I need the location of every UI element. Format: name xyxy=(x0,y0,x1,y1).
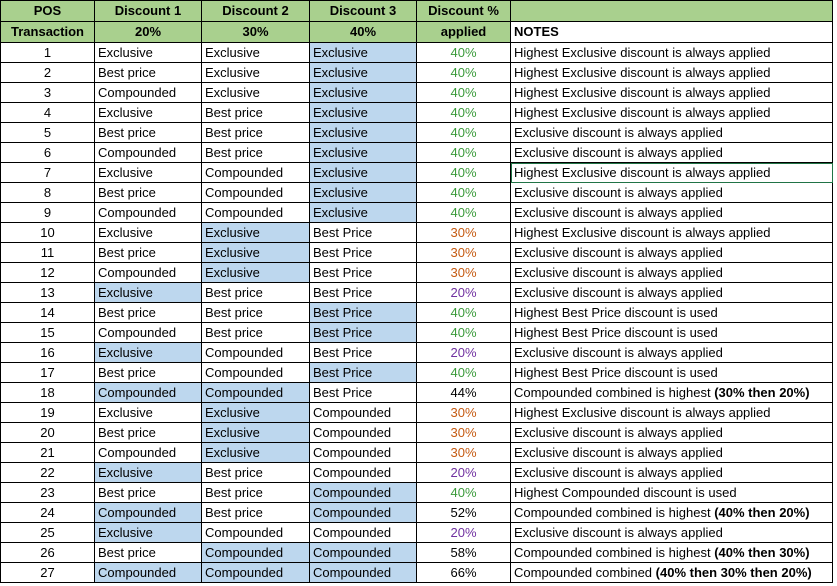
cell-discount-1[interactable]: Exclusive xyxy=(95,403,202,423)
note-text: Highest Exclusive discount is always applied xyxy=(514,405,771,420)
table-row xyxy=(1,563,833,583)
note-text: Exclusive discount is always applied xyxy=(514,465,723,480)
header-pos[interactable]: POS xyxy=(1,1,95,22)
cell-discount-2[interactable]: Best price xyxy=(202,143,310,163)
note-bold-text: (40% then 30% then 20%) xyxy=(655,565,812,580)
table-row xyxy=(1,343,833,363)
cell-discount-2[interactable]: Best price xyxy=(202,103,310,123)
table-row xyxy=(1,523,833,543)
cell-discount-3[interactable]: Compounded xyxy=(310,423,417,443)
cell-discount-1[interactable]: Best price xyxy=(95,543,202,563)
cell-note[interactable] xyxy=(511,283,833,303)
cell-discount-2[interactable]: Best price xyxy=(202,483,310,503)
cell-discount-2[interactable]: Compounded xyxy=(202,363,310,383)
cell-discount-3[interactable]: Exclusive xyxy=(310,123,417,143)
table-row xyxy=(1,323,833,343)
cell-discount-3[interactable]: Best Price xyxy=(310,303,417,323)
cell-discount-3[interactable]: Best Price xyxy=(310,243,417,263)
note-text: Highest Exclusive discount is always applied xyxy=(514,165,771,180)
cell-note[interactable] xyxy=(511,83,833,103)
cell-note[interactable] xyxy=(511,163,833,183)
cell-note[interactable] xyxy=(511,463,833,483)
cell-discount-pct[interactable]: 20% xyxy=(417,463,511,483)
cell-discount-pct[interactable]: 52% xyxy=(417,503,511,523)
cell-pos[interactable]: 8 xyxy=(1,183,95,203)
cell-note[interactable] xyxy=(511,263,833,283)
cell-discount-pct[interactable]: 40% xyxy=(417,303,511,323)
cell-discount-1[interactable]: Exclusive xyxy=(95,43,202,63)
cell-discount-pct[interactable]: 40% xyxy=(417,483,511,503)
cell-discount-1[interactable]: Compounded xyxy=(95,143,202,163)
note-text: Exclusive discount is always applied xyxy=(514,425,723,440)
cell-discount-3[interactable]: Compounded xyxy=(310,443,417,463)
cell-discount-1[interactable]: Compounded xyxy=(95,263,202,283)
note-text: Exclusive discount is always applied xyxy=(514,445,723,460)
cell-discount-1[interactable]: Exclusive xyxy=(95,163,202,183)
cell-discount-pct[interactable]: 58% xyxy=(417,543,511,563)
cell-discount-2[interactable]: Exclusive xyxy=(202,243,310,263)
cell-discount-2[interactable]: Compounded xyxy=(202,563,310,583)
cell-pos[interactable]: 12 xyxy=(1,263,95,283)
cell-discount-3[interactable]: Best Price xyxy=(310,223,417,243)
cell-note[interactable] xyxy=(511,103,833,123)
table-row xyxy=(1,483,833,503)
cell-discount-pct[interactable]: 40% xyxy=(417,143,511,163)
cell-pos[interactable]: 2 xyxy=(1,63,95,83)
cell-discount-3[interactable]: Best Price xyxy=(310,363,417,383)
cell-discount-2[interactable]: Exclusive xyxy=(202,423,310,443)
cell-pos[interactable]: 11 xyxy=(1,243,95,263)
note-text: Exclusive discount is always applied xyxy=(514,185,723,200)
cell-discount-1[interactable]: Best price xyxy=(95,363,202,383)
cell-discount-2[interactable]: Compounded xyxy=(202,543,310,563)
cell-discount-1[interactable]: Exclusive xyxy=(95,103,202,123)
table-row xyxy=(1,43,833,63)
cell-discount-pct[interactable]: 30% xyxy=(417,443,511,463)
cell-discount-3[interactable]: Best Price xyxy=(310,343,417,363)
note-text: Exclusive discount is always applied xyxy=(514,245,723,260)
cell-discount-1[interactable]: Compounded xyxy=(95,563,202,583)
note-text: Highest Exclusive discount is always applied xyxy=(514,105,771,120)
cell-discount-1[interactable]: Compounded xyxy=(95,443,202,463)
cell-discount-pct[interactable]: 30% xyxy=(417,223,511,243)
note-text: Exclusive discount is always applied xyxy=(514,345,723,360)
note-bold-text: (40% then 20%) xyxy=(714,505,810,520)
table-row xyxy=(1,403,833,423)
table-row xyxy=(1,363,833,383)
cell-pos[interactable]: 1 xyxy=(1,43,95,63)
cell-discount-2[interactable]: Exclusive xyxy=(202,83,310,103)
cell-discount-3[interactable]: Exclusive xyxy=(310,103,417,123)
note-text: Highest Exclusive discount is always applied xyxy=(514,45,771,60)
cell-pos[interactable]: 5 xyxy=(1,123,95,143)
cell-discount-1[interactable]: Compounded xyxy=(95,383,202,403)
cell-note[interactable] xyxy=(511,323,833,343)
cell-discount-3[interactable]: Compounded xyxy=(310,503,417,523)
cell-pos[interactable]: 26 xyxy=(1,543,95,563)
cell-pos[interactable]: 25 xyxy=(1,523,95,543)
cell-discount-1[interactable]: Compounded xyxy=(95,503,202,523)
note-text: Compounded combined xyxy=(514,565,656,580)
cell-discount-3[interactable]: Compounded xyxy=(310,543,417,563)
cell-discount-3[interactable]: Exclusive xyxy=(310,203,417,223)
header-notes[interactable]: NOTES xyxy=(511,22,833,43)
table-row xyxy=(1,463,833,483)
cell-discount-1[interactable]: Exclusive xyxy=(95,523,202,543)
cell-note[interactable] xyxy=(511,183,833,203)
cell-pos[interactable]: 7 xyxy=(1,163,95,183)
cell-discount-1[interactable]: Best price xyxy=(95,63,202,83)
cell-pos[interactable]: 16 xyxy=(1,343,95,363)
cell-discount-pct[interactable]: 40% xyxy=(417,323,511,343)
cell-discount-1[interactable]: Best price xyxy=(95,123,202,143)
cell-discount-1[interactable]: Exclusive xyxy=(95,283,202,303)
cell-note[interactable] xyxy=(511,343,833,363)
cell-note[interactable] xyxy=(511,203,833,223)
cell-discount-2[interactable]: Best price xyxy=(202,283,310,303)
note-text: Exclusive discount is always applied xyxy=(514,205,723,220)
cell-note[interactable] xyxy=(511,123,833,143)
cell-discount-3[interactable]: Exclusive xyxy=(310,143,417,163)
cell-discount-pct[interactable]: 40% xyxy=(417,123,511,143)
table-row xyxy=(1,123,833,143)
cell-pos[interactable]: 13 xyxy=(1,283,95,303)
cell-discount-2[interactable]: Compounded xyxy=(202,183,310,203)
header-discount-1-rate[interactable]: 20% xyxy=(95,22,202,43)
header-discount-1[interactable]: Discount 1 xyxy=(95,1,202,22)
cell-discount-pct[interactable]: 40% xyxy=(417,83,511,103)
cell-note[interactable] xyxy=(511,543,833,563)
cell-discount-2[interactable]: Exclusive xyxy=(202,63,310,83)
cell-discount-1[interactable]: Exclusive xyxy=(95,463,202,483)
table-row xyxy=(1,243,833,263)
cell-discount-2[interactable]: Exclusive xyxy=(202,223,310,243)
cell-discount-1[interactable]: Best price xyxy=(95,303,202,323)
cell-note[interactable] xyxy=(511,423,833,443)
cell-discount-2[interactable]: Best price xyxy=(202,503,310,523)
cell-discount-3[interactable]: Compounded xyxy=(310,463,417,483)
cell-discount-3[interactable]: Best Price xyxy=(310,283,417,303)
cell-discount-pct[interactable]: 40% xyxy=(417,103,511,123)
cell-discount-3[interactable]: Compounded xyxy=(310,483,417,503)
cell-discount-pct[interactable]: 20% xyxy=(417,523,511,543)
cell-pos[interactable]: 23 xyxy=(1,483,95,503)
cell-discount-pct[interactable]: 30% xyxy=(417,403,511,423)
cell-discount-pct[interactable]: 66% xyxy=(417,563,511,583)
cell-note[interactable] xyxy=(511,383,833,403)
cell-pos[interactable]: 21 xyxy=(1,443,95,463)
note-text: Exclusive discount is always applied xyxy=(514,265,723,280)
cell-discount-3[interactable]: Best Price xyxy=(310,323,417,343)
cell-discount-2[interactable]: Compounded xyxy=(202,383,310,403)
cell-discount-3[interactable]: Best Price xyxy=(310,263,417,283)
cell-discount-2[interactable]: Compounded xyxy=(202,163,310,183)
header-discount-3[interactable]: Discount 3 xyxy=(310,1,417,22)
note-text: Highest Exclusive discount is always applied xyxy=(514,65,771,80)
cell-discount-3[interactable]: Exclusive xyxy=(310,43,417,63)
cell-note[interactable] xyxy=(511,403,833,423)
table-row xyxy=(1,383,833,403)
cell-discount-2[interactable]: Compounded xyxy=(202,203,310,223)
cell-discount-2[interactable]: Compounded xyxy=(202,523,310,543)
note-text: Highest Best Price discount is used xyxy=(514,365,718,380)
cell-pos[interactable]: 18 xyxy=(1,383,95,403)
cell-discount-3[interactable]: Exclusive xyxy=(310,63,417,83)
note-text: Highest Exclusive discount is always applied xyxy=(514,225,771,240)
note-text: Highest Best Price discount is used xyxy=(514,305,718,320)
note-text: Highest Exclusive discount is always applied xyxy=(514,85,771,100)
note-bold-text: (30% then 20%) xyxy=(714,385,810,400)
header-discount-pct[interactable]: Discount % xyxy=(417,1,511,22)
cell-note[interactable] xyxy=(511,303,833,323)
table-row xyxy=(1,223,833,243)
cell-discount-2[interactable]: Exclusive xyxy=(202,263,310,283)
cell-discount-2[interactable]: Best price xyxy=(202,323,310,343)
cell-pos[interactable]: 15 xyxy=(1,323,95,343)
table-row xyxy=(1,543,833,563)
cell-discount-1[interactable]: Compounded xyxy=(95,323,202,343)
cell-discount-2[interactable]: Exclusive xyxy=(202,443,310,463)
cell-note[interactable] xyxy=(511,443,833,463)
cell-discount-pct[interactable]: 40% xyxy=(417,203,511,223)
cell-pos[interactable]: 27 xyxy=(1,563,95,583)
table-row xyxy=(1,443,833,463)
cell-discount-3[interactable]: Exclusive xyxy=(310,83,417,103)
cell-pos[interactable]: 4 xyxy=(1,103,95,123)
cell-note[interactable] xyxy=(511,63,833,83)
cell-discount-pct[interactable]: 40% xyxy=(417,163,511,183)
header-applied[interactable]: applied xyxy=(417,22,511,43)
cell-discount-pct[interactable]: 40% xyxy=(417,183,511,203)
cell-discount-pct[interactable]: 44% xyxy=(417,383,511,403)
cell-discount-1[interactable]: Compounded xyxy=(95,203,202,223)
cell-discount-pct[interactable]: 40% xyxy=(417,43,511,63)
note-bold-text: (40% then 30%) xyxy=(714,545,810,560)
table-row xyxy=(1,83,833,103)
cell-discount-pct[interactable]: 40% xyxy=(417,363,511,383)
cell-discount-pct[interactable]: 30% xyxy=(417,243,511,263)
cell-note[interactable] xyxy=(511,483,833,503)
cell-discount-2[interactable]: Best price xyxy=(202,303,310,323)
cell-discount-1[interactable]: Compounded xyxy=(95,83,202,103)
cell-pos[interactable]: 24 xyxy=(1,503,95,523)
cell-discount-2[interactable]: Compounded xyxy=(202,343,310,363)
cell-discount-1[interactable]: Best price xyxy=(95,483,202,503)
note-text: Exclusive discount is always applied xyxy=(514,285,723,300)
cell-discount-3[interactable]: Compounded xyxy=(310,563,417,583)
cell-note[interactable] xyxy=(511,243,833,263)
table-row xyxy=(1,503,833,523)
header-row-2 xyxy=(1,22,833,43)
header-discount-2[interactable]: Discount 2 xyxy=(202,1,310,22)
table-row xyxy=(1,263,833,283)
cell-discount-2[interactable]: Exclusive xyxy=(202,43,310,63)
cell-discount-pct[interactable]: 30% xyxy=(417,263,511,283)
cell-discount-pct[interactable]: 30% xyxy=(417,423,511,443)
table-row xyxy=(1,303,833,323)
cell-discount-pct[interactable]: 20% xyxy=(417,343,511,363)
table-row xyxy=(1,143,833,163)
cell-pos[interactable]: 9 xyxy=(1,203,95,223)
table-row xyxy=(1,103,833,123)
cell-discount-2[interactable]: Exclusive xyxy=(202,403,310,423)
cell-note[interactable] xyxy=(511,523,833,543)
cell-pos[interactable]: 22 xyxy=(1,463,95,483)
cell-discount-3[interactable]: Compounded xyxy=(310,403,417,423)
cell-discount-1[interactable]: Exclusive xyxy=(95,223,202,243)
cell-discount-1[interactable]: Best price xyxy=(95,423,202,443)
cell-note[interactable] xyxy=(511,503,833,523)
cell-pos[interactable]: 20 xyxy=(1,423,95,443)
cell-pos[interactable]: 3 xyxy=(1,83,95,103)
table-row xyxy=(1,283,833,303)
cell-discount-2[interactable]: Best price xyxy=(202,123,310,143)
note-text: Compounded combined is highest xyxy=(514,385,715,400)
table-row xyxy=(1,163,833,183)
cell-note[interactable] xyxy=(511,43,833,63)
table-row xyxy=(1,183,833,203)
cell-note[interactable] xyxy=(511,563,833,583)
cell-discount-3[interactable]: Exclusive xyxy=(310,183,417,203)
cell-discount-1[interactable]: Best price xyxy=(95,243,202,263)
note-text: Compounded combined is highest xyxy=(514,545,715,560)
note-text: Exclusive discount is always applied xyxy=(514,125,723,140)
header-discount-3-rate[interactable]: 40% xyxy=(310,22,417,43)
cell-discount-pct[interactable]: 20% xyxy=(417,283,511,303)
cell-note[interactable] xyxy=(511,363,833,383)
header-row-1 xyxy=(1,1,833,22)
note-text: Highest Compounded discount is used xyxy=(514,485,737,500)
cell-pos[interactable]: 14 xyxy=(1,303,95,323)
cell-pos[interactable]: 19 xyxy=(1,403,95,423)
cell-pos[interactable]: 10 xyxy=(1,223,95,243)
cell-discount-3[interactable]: Compounded xyxy=(310,523,417,543)
cell-discount-3[interactable]: Exclusive xyxy=(310,163,417,183)
cell-discount-pct[interactable]: 40% xyxy=(417,63,511,83)
cell-pos[interactable]: 6 xyxy=(1,143,95,163)
cell-discount-1[interactable]: Exclusive xyxy=(95,343,202,363)
note-text: Compounded combined is highest xyxy=(514,505,715,520)
cell-note[interactable] xyxy=(511,143,833,163)
note-text: Exclusive discount is always applied xyxy=(514,525,723,540)
cell-pos[interactable]: 17 xyxy=(1,363,95,383)
table-row xyxy=(1,63,833,83)
header-notes-top[interactable] xyxy=(511,1,833,22)
cell-discount-2[interactable]: Best price xyxy=(202,463,310,483)
cell-note[interactable] xyxy=(511,223,833,243)
cell-discount-1[interactable]: Best price xyxy=(95,183,202,203)
header-transaction[interactable]: Transaction xyxy=(1,22,95,43)
note-text: Exclusive discount is always applied xyxy=(514,145,723,160)
note-text: Highest Best Price discount is used xyxy=(514,325,718,340)
table-row xyxy=(1,423,833,443)
cell-discount-3[interactable]: Best Price xyxy=(310,383,417,403)
table-row xyxy=(1,203,833,223)
header-discount-2-rate[interactable]: 30% xyxy=(202,22,310,43)
